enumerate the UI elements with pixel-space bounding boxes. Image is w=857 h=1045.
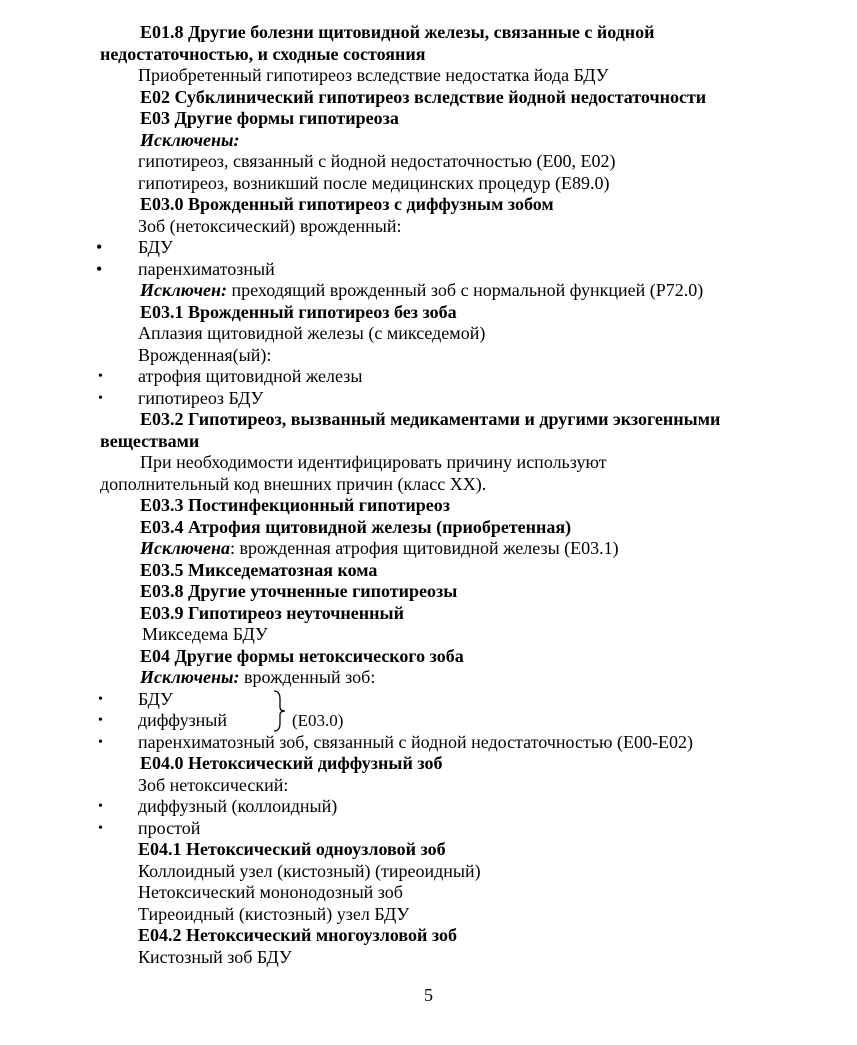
- text-line: Коллоидный узел (кистозный) (тиреоидный): [138, 860, 481, 881]
- list-item-text: паренхиматозный зоб, связанный с йодной недостаточностью (Е00-Е02): [138, 731, 693, 752]
- bullet-icon: •: [98, 734, 103, 750]
- list-item: [100, 710, 762, 732]
- text-line: гипотиреоз, возникший после медицинских процедур (Е89.0): [138, 172, 610, 193]
- exclusion-text: врожденный зоб:: [239, 667, 376, 687]
- paragraph: При необходимости идентифицировать причину используют дополнительный код внешних причин (класс XX).: [100, 452, 607, 494]
- bullet-icon: •: [98, 713, 103, 728]
- bullet-icon: •: [98, 799, 103, 814]
- list-item: [100, 388, 762, 410]
- text-line: Кистозный зоб БДУ: [138, 946, 292, 967]
- text-line: Микседема БДУ: [142, 624, 268, 644]
- list-item: [100, 796, 762, 818]
- text-line: Аплазия щитовидной железы (с микседемой): [138, 323, 486, 343]
- exclusion-line: [100, 538, 762, 560]
- heading-e03-2: Е03.2 Гипотиреоз, вызванный медикаментами и другими экзогенными веществами: [100, 409, 721, 451]
- heading-e04-2: Е04.2 Нетоксический многоузловой зоб: [138, 925, 457, 945]
- heading-e03-5: Е03.5 Микседематозная кома: [140, 559, 378, 580]
- list-item-text: диффузный: [138, 710, 228, 730]
- exclusion-text: преходящий врожденный зоб с нормальной функцией (Р72.0): [227, 280, 704, 300]
- bullet-icon: •: [98, 390, 103, 406]
- list-item-text: паренхиматозный: [138, 258, 275, 279]
- heading-e01-8: Е01.8 Другие болезни щитовидной железы, связанные с йодной недостаточностью, и сходные состояния: [100, 22, 655, 64]
- list-item-text: простой: [138, 817, 201, 838]
- heading-e03-4: Е03.4 Атрофия щитовидной железы (приобретенная): [140, 516, 572, 537]
- bullet-icon: •: [96, 237, 103, 257]
- heading-e03: Е03 Другие формы гипотиреоза: [140, 108, 399, 128]
- brace-reference: (Е03.0): [292, 711, 344, 730]
- list-item: [100, 689, 762, 711]
- bullet-icon: •: [96, 258, 103, 279]
- list-item: [100, 732, 762, 754]
- text-line: Приобретенный гипотиреоз вследствие недостатка йода БДУ: [138, 65, 609, 85]
- heading-e03-9: Е03.9 Гипотиреоз неуточненный: [140, 602, 404, 623]
- exclusion-label: Исключена: [140, 538, 231, 558]
- heading-e04: Е04 Другие формы нетоксического зоба: [140, 645, 464, 666]
- text-line: Врожденная(ый):: [138, 344, 272, 365]
- text-line: гипотиреоз, связанный с йодной недостаточностью (Е00, Е02): [138, 151, 616, 171]
- exclusion-line: [100, 667, 762, 689]
- exclusion-label: Исключены:: [140, 667, 240, 687]
- bullet-icon: •: [98, 691, 103, 707]
- text-line: Зоб (нетоксический) врожденный:: [138, 215, 402, 236]
- document-body: [96, 22, 762, 968]
- heading-e03-0: Е03.0 Врожденный гипотиреоз с диффузным зобом: [140, 194, 554, 214]
- exclusion-label: Исключены:: [140, 129, 240, 150]
- exclusion-text: : врожденная атрофия щитовидной железы (Е03.1): [230, 538, 619, 558]
- heading-e02: Е02 Субклинический гипотиреоз вследствие йодной недостаточности: [140, 86, 707, 107]
- list-item-text: диффузный (коллоидный): [138, 796, 338, 816]
- text-line: Тиреоидный (кистозный) узел БДУ: [138, 903, 410, 924]
- list-item-text: БДУ: [138, 688, 173, 709]
- page-number: 5: [424, 985, 433, 1005]
- heading-e03-1: Е03.1 Врожденный гипотиреоз без зоба: [140, 301, 457, 322]
- heading-e03-3: Е03.3 Постинфекционный гипотиреоз: [140, 495, 450, 515]
- list-item-text: атрофия щитовидной железы: [138, 366, 363, 386]
- exclusion-label: Исключен:: [140, 280, 228, 300]
- bullet-icon: •: [98, 820, 103, 836]
- heading-e04-1: Е04.1 Нетоксический одноузловой зоб: [138, 839, 446, 859]
- list-item: [96, 237, 762, 259]
- heading-e03-8: Е03.8 Другие уточненные гипотиреозы: [140, 581, 458, 601]
- text-line: Зоб нетоксический:: [138, 774, 289, 795]
- list-item-text: БДУ: [138, 237, 173, 257]
- list-item: [96, 258, 762, 281]
- exclusion-line: [100, 280, 762, 302]
- bullet-icon: •: [98, 369, 103, 384]
- heading-e04-0: Е04.0 Нетоксический диффузный зоб: [140, 753, 443, 773]
- text-line: Нетоксический мононодозный зоб: [138, 882, 403, 902]
- list-item-text: гипотиреоз БДУ: [138, 387, 264, 408]
- list-item: [100, 818, 762, 840]
- list-item: [100, 366, 762, 388]
